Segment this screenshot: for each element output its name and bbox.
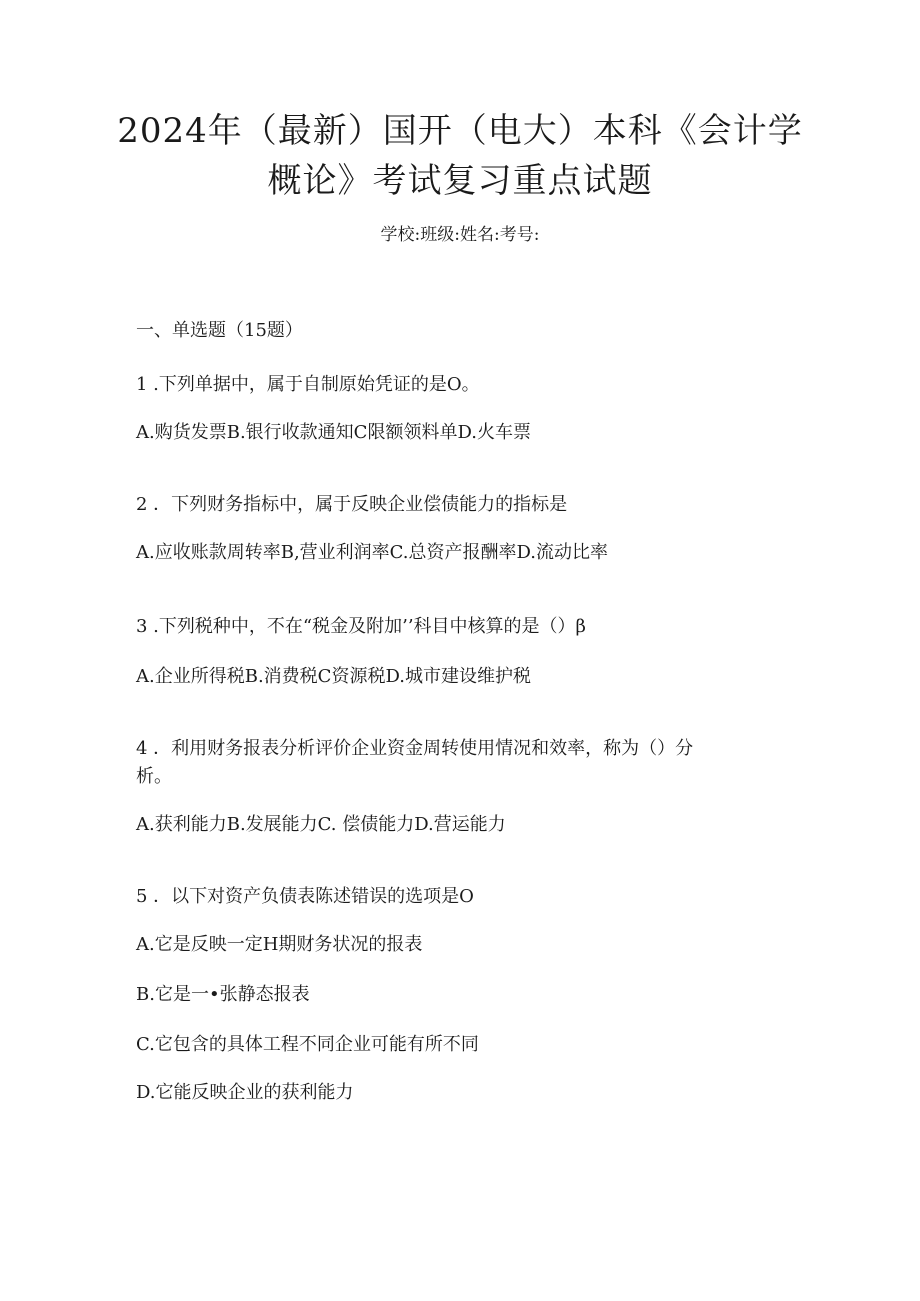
question-5-stem: 5 ．以下对资产负债表陈述错误的选项是O — [136, 886, 474, 907]
question-4-stem-line-2: 析。 — [136, 766, 172, 787]
question-5-option-d: D.它能反映企业的获利能力 — [136, 1082, 354, 1103]
question-2-options: A.应收账款周转率B,营业利润率C.总资产报酬率D.流动比率 — [136, 542, 609, 563]
question-3-options: A.企业所得税B.消费税C资源税D.城市建设维护税 — [136, 666, 531, 687]
question-4-stem-line-1: 4 ．利用财务报表分析评价企业资金周转使用情况和效率，称为（）分 — [136, 738, 694, 759]
question-5-option-b: B.它是一•张静态报表 — [136, 984, 310, 1005]
student-info-line: 学校:班级:姓名:考号: — [380, 225, 540, 245]
document-title-line-1: 2024年（最新）国开（电大）本科《会计学 — [117, 111, 803, 151]
question-5-option-c: C.它包含的具体工程不同企业可能有所不同 — [136, 1034, 479, 1055]
question-2-stem: 2 ．下列财务指标中，属于反映企业偿债能力的指标是 — [136, 494, 568, 515]
question-5-option-a: A.它是反映一定H期财务状况的报表 — [136, 934, 423, 955]
question-1-options: A.购货发票B.银行收款通知C限额领料单D.火车票 — [136, 422, 531, 443]
section-heading: 一、单选题（15题） — [136, 320, 303, 341]
question-3-stem: 3 .下列税种中，不在“税金及附加’’科目中核算的是（）β — [136, 616, 586, 637]
document-title-line-2: 概论》考试复习重点试题 — [267, 161, 653, 201]
question-1-stem: 1 .下列单据中，属于自制原始凭证的是O。 — [136, 374, 480, 395]
question-4-options: A.获利能力B.发展能力C. 偿债能力D.营运能力 — [136, 814, 506, 835]
